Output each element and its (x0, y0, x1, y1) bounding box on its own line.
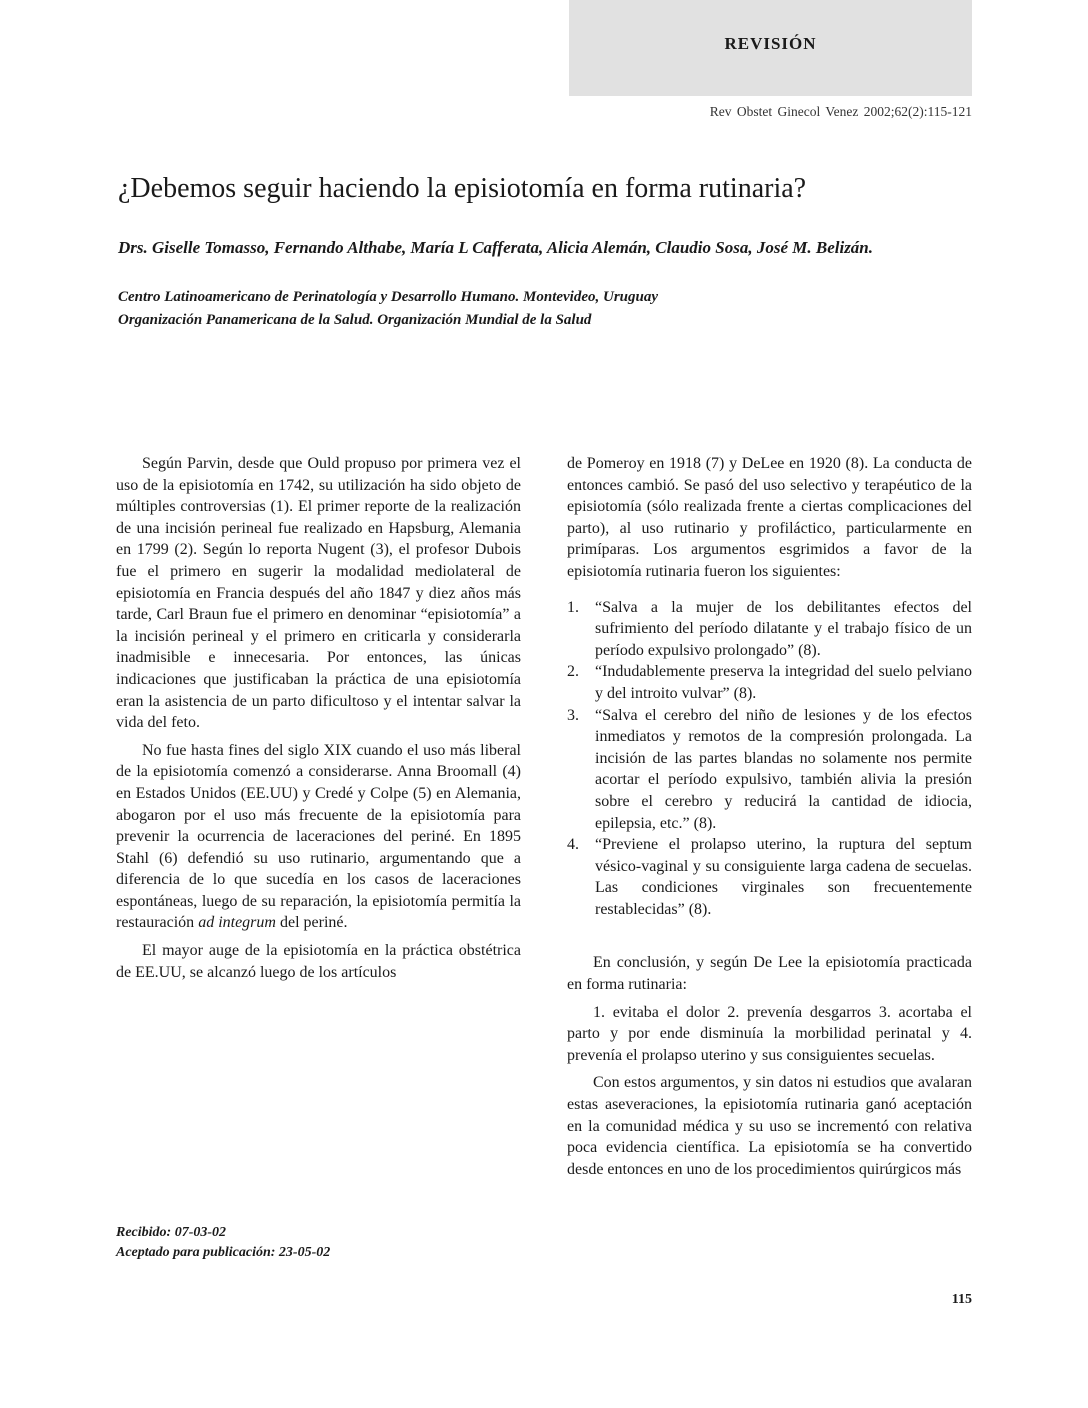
list-number: 1. (567, 598, 579, 616)
author-list: Drs. Giselle Tomasso, Fernando Althabe, María L Cafferata, Alicia Alemán, Claudio Sosa, José M. Belizán. (118, 238, 874, 257)
affiliation-line-1: Centro Latinoamericano de Perinatología y Desarrollo Humano. Montevideo, Uruguay (118, 289, 659, 305)
list-text: “Indudablemente preserva la integridad del suelo pelviano y del introito vulvar” (8). (595, 663, 972, 702)
right-paragraph-1: de Pomeroy en 1918 (7) y DeLee en 1920 (8). La conducta de entonces cambió. Se pasó del uso selectivo y terapéutico de la episiotomía (sólo realizada frente a ciertas complicaciones del parto), al uso rutinario y profiláctico, particularmente en primíparas. Los argumentos esgrimidos a favor de la episiotomía rutinaria fueron los siguientes: (567, 455, 972, 580)
list-text: “Salva a la mujer de los debilitantes efectos del sufrimiento del período dilatante y el trabajo físico de un período expulsivo prolongado” (8). (595, 598, 972, 659)
right-column (567, 453, 972, 1186)
list-text: “Salva el cerebro del niño de lesiones y de los efectos inmediatos y remotos de la compresión prolongada. La incisión de las partes blandas no solamente nos permite acortar el período expulsivo, también alivia la presión sobre el cerebro y reducirá la cantidad de idiocia, epilepsia, etc.” (8). (595, 706, 972, 832)
right-paragraph-3: 1. evitaba el dolor 2. prevenía desgarros 3. acortaba el parto y por ende disminuía la morbilidad perinatal y 4. prevenía el prolapso uterino y sus consiguientes secuelas. (567, 1003, 972, 1064)
spacer (567, 936, 972, 952)
section-header-box (569, 0, 972, 96)
left-paragraph-1: Según Parvin, desde que Ould propuso por primera vez el uso de la episiotomía en 1742, su utilización ha sido objeto de múltiples controversias (1). El primer reporte de la realización de una incisión perineal fue realizado en Hapsburg, Alemania en 1799 (2). Según lo reporta Nugent (3), el profesor Dubois fue el primero en sugerir la modalidad mediolateral de episiotomía en Francia después del año 1847 y diez años más tarde, Carl Braun fue el primero en denominar “episiotomía” a la incisión perineal y el primero en criticarla y considerarla inadmisible e innecesaria. Por entonces, las únicas indicaciones que justificaban la práctica de una episiotomía eran la asistencia de un parto dificultoso y el intentar salvar la vida del feto. (116, 455, 521, 732)
list-item (567, 705, 972, 835)
paragraph-text: No fue hasta fines del siglo XIX cuando el uso más liberal de la episiotomía comenzó a considerarse. Anna Broomall (4) en Estados Unidos (EE.UU) y Credé y Colpe (5) en Alemania, abogaron por el uso más frecuente de la episiotomía para prevenir la ocurrencia de laceraciones del periné. En 1895 Stahl (6) defendió su uso rutinario, argumentando que a diferencia de lo que sucedía en los casos de laceraciones espontáneas, luego de su reparación, la episiotomía permitía la restauración (116, 741, 521, 932)
paragraph-text: del periné. (275, 914, 348, 932)
left-paragraph-2 (116, 740, 521, 934)
list-item (567, 661, 972, 704)
section-label: REVISIÓN (724, 34, 817, 53)
list-number: 3. (567, 706, 579, 724)
list-item (567, 834, 972, 920)
affiliation-line-2: Organización Panamericana de la Salud. Organización Mundial de la Salud (118, 312, 592, 328)
argument-list (567, 597, 972, 921)
list-number: 2. (567, 663, 579, 681)
list-text: “Previene el prolapso uterino, la ruptura del septum vésico-vaginal y su consiguiente larga cadena de secuelas. Las condiciones virginales son frecuentemente restablecidas” (8). (595, 836, 972, 918)
submission-dates (116, 1223, 330, 1263)
received-date: Recibido: 07-03-02 (116, 1225, 227, 1240)
left-paragraph-3: El mayor auge de la episiotomía en la práctica obstétrica de EE.UU, se alcanzó luego de los artículos (116, 942, 521, 981)
left-column (116, 453, 521, 989)
list-number: 4. (567, 836, 579, 854)
right-paragraph-2: En conclusión, y según De Lee la episiotomía practicada en forma rutinaria: (567, 954, 972, 994)
accepted-date: Aceptado para publicación: 23-05-02 (116, 1245, 331, 1260)
page-number: 115 (951, 1292, 972, 1307)
journal-citation: Rev Obstet Ginecol Venez 2002;62(2):115-121 (709, 104, 972, 119)
right-paragraph-4: Con estos argumentos, y sin datos ni estudios que avalaran estas aseveraciones, la episiotomía rutinaria ganó aceptación en la comunidad médica y su uso se incrementó con relativa poca evidencia científica. La episiotomía se ha convertido desde entonces en uno de los procedimientos quirúrgicos más (567, 1074, 972, 1178)
list-item (567, 597, 972, 662)
latin-phrase: ad integrum (198, 914, 276, 932)
article-title: ¿Debemos seguir haciendo la episiotomía en forma rutinaria? (118, 173, 807, 204)
